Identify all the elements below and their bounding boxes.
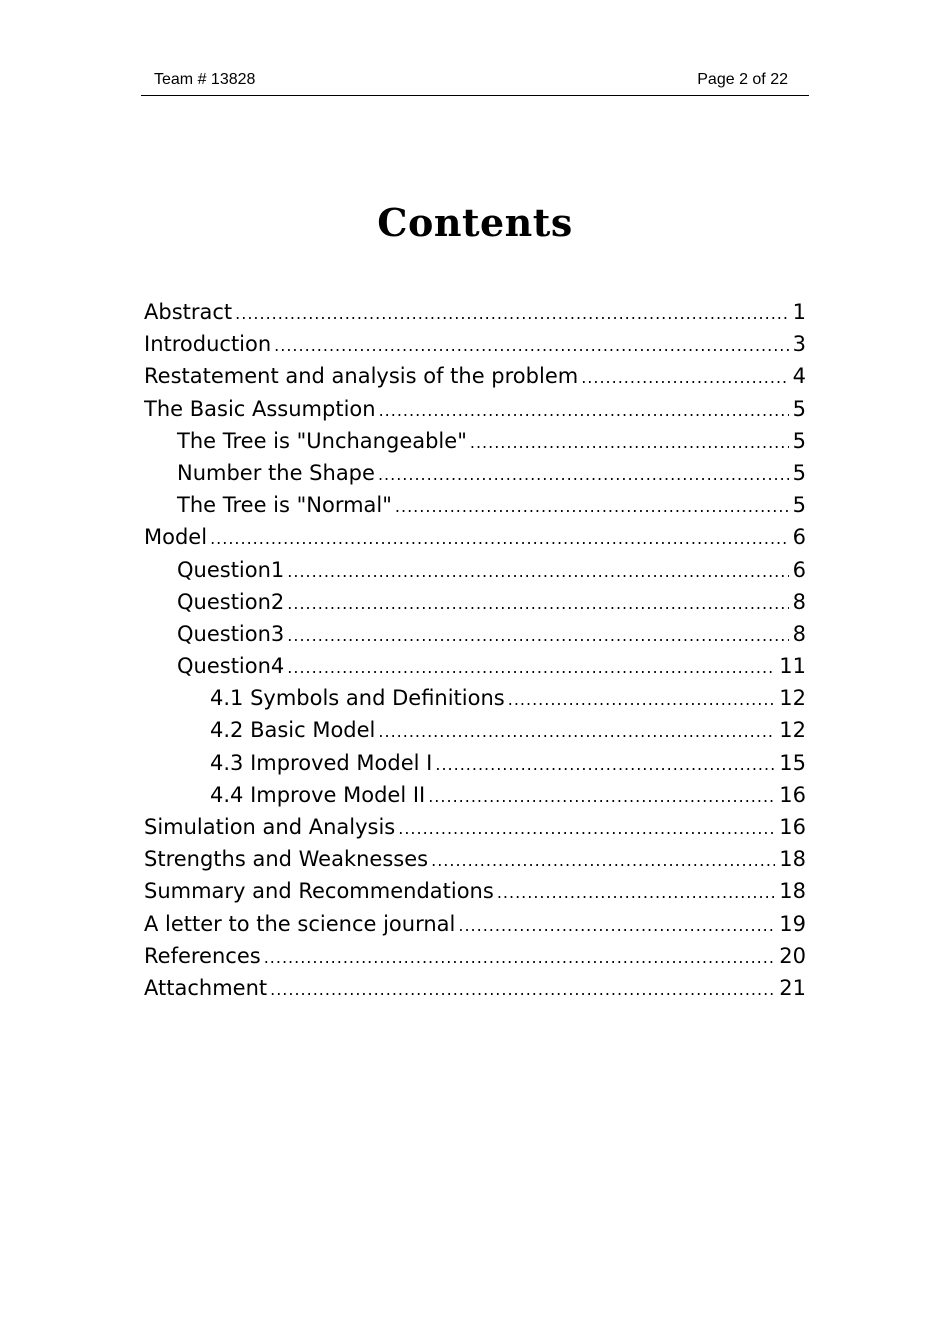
toc-entry-label: 4.2 Basic Model: [210, 718, 376, 743]
toc-entry-page: 6: [792, 557, 806, 582]
toc-entry[interactable]: [144, 489, 806, 521]
toc-entry[interactable]: [144, 586, 806, 618]
toc-entry[interactable]: [144, 457, 806, 489]
toc-entry-page: 19: [779, 911, 806, 936]
toc-entry-label: Question1: [177, 557, 285, 582]
toc-entry-page: 18: [779, 847, 806, 872]
toc-leader-dots: [287, 652, 775, 682]
toc-entry-page: 16: [779, 815, 806, 839]
page-header: [141, 66, 809, 96]
toc-leader-dots: [287, 556, 788, 586]
toc-entry-page: 3: [792, 332, 806, 357]
toc-leader-dots: [378, 459, 789, 489]
toc-entry[interactable]: [144, 972, 806, 1004]
toc-leader-dots: [210, 523, 789, 553]
toc-leader-dots: [508, 684, 776, 714]
toc-entry-label: The Tree is "Unchangeable": [177, 428, 467, 453]
toc-entry[interactable]: [144, 618, 806, 650]
toc-entry[interactable]: [144, 940, 806, 972]
toc-entry-page: 6: [792, 525, 806, 550]
toc-entry-page: 4: [792, 364, 806, 389]
toc-entry-label: Simulation and Analysis: [144, 815, 396, 839]
toc-leader-dots: [235, 298, 788, 328]
toc-entry-page: 5: [792, 493, 806, 518]
toc-entry[interactable]: [144, 521, 806, 553]
toc-leader-dots: [435, 749, 775, 779]
table-of-contents: [144, 296, 806, 1004]
toc-leader-dots: [274, 330, 788, 360]
toc-entry[interactable]: [144, 811, 806, 843]
toc-entry[interactable]: [144, 554, 806, 586]
toc-leader-dots: [458, 910, 775, 940]
toc-entry-page: 18: [779, 879, 806, 904]
toc-entry[interactable]: [144, 875, 806, 907]
toc-entry-label: The Basic Assumption: [144, 396, 376, 421]
toc-entry-label: Summary and Recommendations: [144, 879, 494, 904]
toc-entry[interactable]: [144, 393, 806, 425]
toc-entry-label: Restatement and analysis of the problem: [144, 364, 579, 389]
toc-entry-page: 20: [779, 943, 806, 968]
toc-entry-label: Abstract: [144, 300, 233, 324]
toc-entry-label: The Tree is "Normal": [177, 493, 392, 518]
toc-entry[interactable]: [144, 908, 806, 940]
toc-leader-dots: [470, 427, 789, 457]
toc-entry-label: A letter to the science journal: [144, 911, 456, 936]
toc-leader-dots: [398, 813, 775, 843]
toc-entry-label: 4.4 Improve Model II: [210, 782, 426, 807]
toc-entry-page: 5: [792, 428, 806, 453]
toc-leader-dots: [287, 620, 788, 650]
team-number: Team # 13828: [154, 71, 256, 88]
toc-entry-label: Strengths and Weaknesses: [144, 847, 429, 872]
toc-entry-page: 12: [779, 718, 806, 743]
toc-entry-label: References: [144, 943, 261, 968]
toc-entry-label: Introduction: [144, 332, 272, 357]
toc-entry[interactable]: [144, 296, 806, 328]
toc-entry-label: Question2: [177, 589, 285, 614]
toc-entry-label: Attachment: [144, 975, 268, 1000]
toc-entry-label: 4.1 Symbols and Definitions: [210, 686, 505, 711]
toc-leader-dots: [264, 942, 776, 972]
toc-entry-label: 4.3 Improved Model I: [210, 750, 433, 775]
toc-entry-page: 12: [779, 686, 806, 711]
toc-leader-dots: [581, 362, 788, 392]
toc-entry[interactable]: [144, 360, 806, 392]
page-number: Page 2 of 22: [697, 71, 788, 88]
toc-entry-label: Question4: [177, 654, 285, 679]
toc-entry-page: 1: [792, 300, 806, 324]
toc-leader-dots: [379, 395, 789, 425]
toc-entry-page: 5: [792, 460, 806, 485]
toc-entry-page: 11: [779, 654, 806, 679]
toc-leader-dots: [428, 781, 775, 811]
toc-leader-dots: [395, 491, 789, 521]
toc-entry[interactable]: [144, 843, 806, 875]
toc-entry[interactable]: [144, 747, 806, 779]
toc-entry[interactable]: [144, 650, 806, 682]
toc-leader-dots: [270, 974, 775, 1004]
toc-entry-page: 15: [779, 750, 806, 775]
toc-leader-dots: [287, 588, 788, 618]
page-title: Contents: [377, 200, 573, 245]
toc-entry-page: 8: [792, 621, 806, 646]
toc-entry-page: 16: [779, 782, 806, 807]
toc-leader-dots: [378, 716, 775, 746]
toc-entry[interactable]: [144, 779, 806, 811]
toc-entry[interactable]: [144, 328, 806, 360]
toc-leader-dots: [497, 877, 775, 907]
toc-entry[interactable]: [144, 682, 806, 714]
toc-entry-label: Number the Shape: [177, 460, 375, 485]
toc-entry-page: 21: [779, 975, 806, 1000]
toc-entry-page: 8: [792, 589, 806, 614]
toc-entry-label: Model: [144, 525, 208, 550]
toc-entry-page: 5: [792, 396, 806, 421]
toc-entry-label: Question3: [177, 621, 285, 646]
toc-entry[interactable]: [144, 425, 806, 457]
toc-entry[interactable]: [144, 714, 806, 746]
toc-leader-dots: [431, 845, 775, 875]
